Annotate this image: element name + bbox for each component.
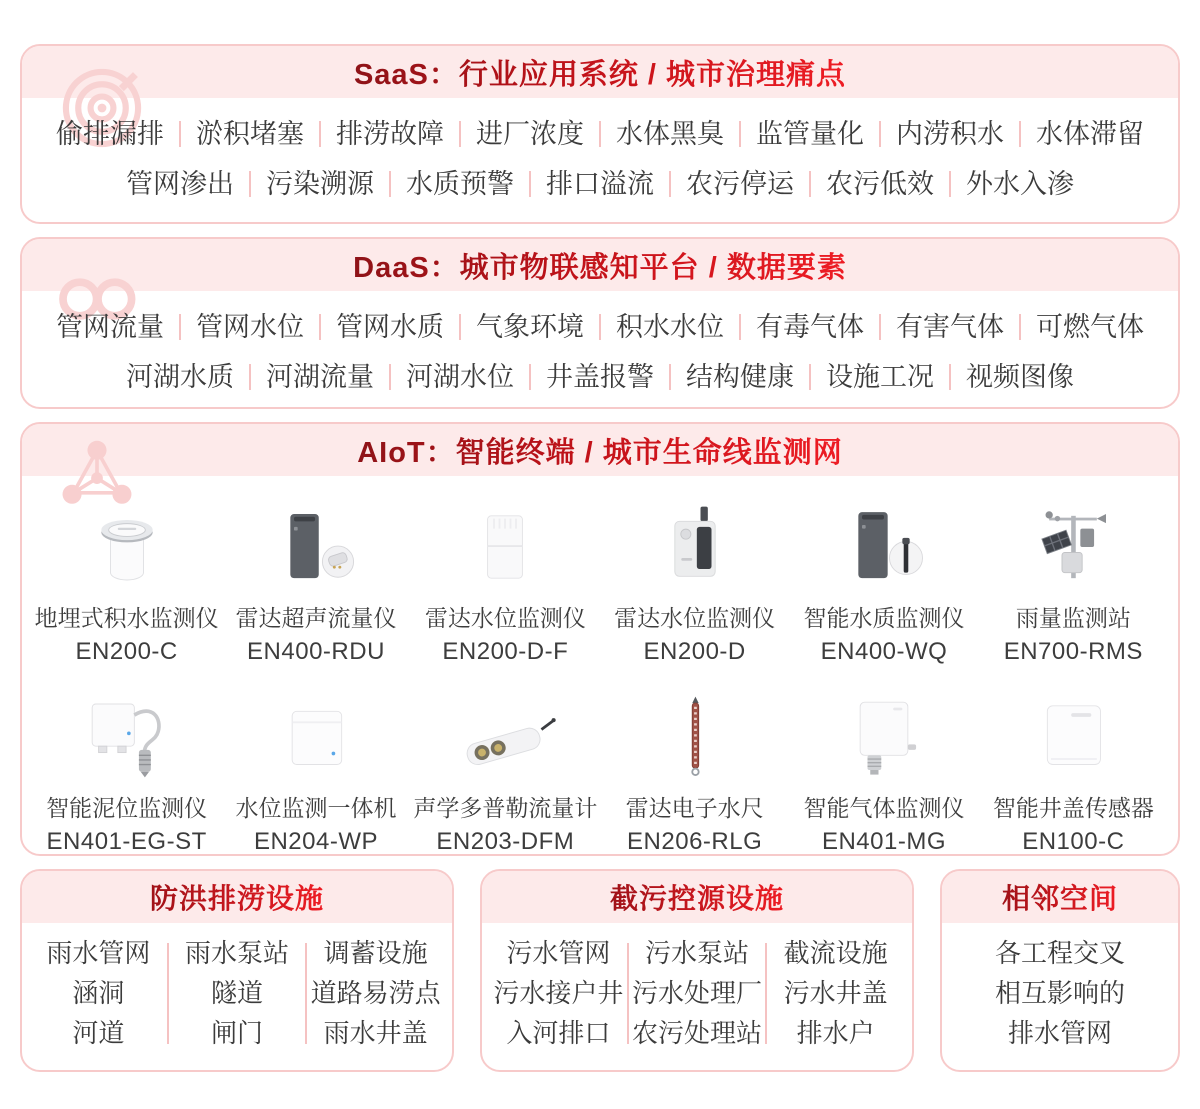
- flood-facilities-header: [22, 871, 452, 923]
- saas-row-2: [46, 156, 1154, 206]
- product-card: [221, 688, 410, 856]
- gas-monitor-icon: [829, 688, 939, 780]
- pollution-facilities-card: [480, 869, 914, 1072]
- product-name: 智能水质监测仪: [803, 605, 965, 631]
- radar-ultrasonic-flowmeter-icon: [261, 498, 371, 590]
- saas-header-band: [22, 46, 1178, 98]
- daas-item: 结构健康: [654, 355, 794, 394]
- facility-item: 隧道: [211, 978, 264, 1008]
- flood-facilities-body: [22, 923, 452, 1070]
- facility-item: 各工程交叉: [994, 938, 1125, 968]
- product-name: 智能气体监测仪: [803, 795, 965, 821]
- daas-item: 可燃气体: [1004, 305, 1144, 344]
- facility-item: 污水井盖: [783, 978, 888, 1008]
- facility-item: 道路易涝点: [310, 978, 441, 1008]
- saas-item: 水体黑臭: [584, 112, 724, 151]
- daas-item: 河湖水位: [374, 355, 514, 394]
- saas-item: 外水入渗: [934, 162, 1074, 201]
- product-model: EN200-D: [643, 638, 746, 665]
- facility-item: 调蓄设施: [323, 938, 428, 968]
- facility-item: 污水泵站: [645, 938, 750, 968]
- facility-column: [307, 937, 444, 1050]
- product-name: 雷达水位监测仪: [614, 605, 776, 631]
- daas-card: [20, 237, 1180, 409]
- product-card: [789, 688, 978, 856]
- daas-items: [22, 291, 1178, 409]
- manhole-cover-sensor-icon: [1018, 688, 1128, 780]
- daas-item: 视频图像: [934, 355, 1074, 394]
- product-model: EN206-RLG: [627, 828, 763, 855]
- saas-item: 排涝故障: [304, 112, 444, 151]
- daas-item: 管网流量: [56, 311, 164, 342]
- product-card: [411, 688, 600, 856]
- radar-staff-gauge-icon: [640, 688, 750, 780]
- daas-item: 设施工况: [794, 355, 934, 394]
- radar-level-monitor-icon: [640, 498, 750, 590]
- daas-row-1: [46, 299, 1154, 349]
- product-model: EN700-RMS: [1003, 638, 1143, 665]
- product-name: 雷达超声流量仪: [235, 605, 397, 631]
- aiot-title: AIoT：智能终端 / 城市生命线监测网: [357, 430, 843, 471]
- product-card: [979, 498, 1168, 666]
- flood-facilities-title: 防洪排涝设施: [150, 877, 324, 917]
- facility-item: 闸门: [211, 1018, 264, 1048]
- daas-item: 河湖水质: [126, 361, 234, 392]
- product-name: 雨量监测站: [1015, 605, 1131, 631]
- product-card: [32, 498, 221, 666]
- product-model: EN200-D-F: [442, 638, 569, 665]
- saas-item: 污染溯源: [234, 162, 374, 201]
- product-card: [979, 688, 1168, 856]
- saas-item: 淤积堵塞: [164, 112, 304, 151]
- product-model: EN400-RDU: [247, 638, 385, 665]
- saas-item: 水质预警: [374, 162, 514, 201]
- saas-items: [22, 98, 1178, 222]
- facility-column: [30, 937, 167, 1050]
- facility-item: 排水管网: [1007, 1018, 1112, 1048]
- product-name: 声学多普勒流量计: [413, 795, 598, 821]
- rain-station-icon: [1018, 498, 1128, 590]
- product-name: 智能泥位监测仪: [46, 795, 208, 821]
- facility-item: 雨水泵站: [185, 938, 290, 968]
- aiot-header-band: [22, 424, 1178, 476]
- product-name: 雷达电子水尺: [625, 795, 764, 821]
- saas-card: [20, 44, 1180, 224]
- facilities-row: [20, 869, 1180, 1072]
- facility-item: 污水管网: [506, 938, 611, 968]
- saas-item: 水体滞留: [1004, 112, 1144, 151]
- adjacent-space-body: [942, 923, 1178, 1070]
- flood-facilities-card: [20, 869, 454, 1072]
- facility-column: [490, 937, 627, 1050]
- facility-item: 相互影响的: [994, 978, 1125, 1008]
- buried-water-sensor-icon: [72, 498, 182, 590]
- product-name: 雷达水位监测仪: [424, 605, 586, 631]
- water-quality-monitor-icon: [829, 498, 939, 590]
- facility-item: 农污处理站: [632, 1018, 763, 1048]
- daas-item: 有害气体: [864, 305, 1004, 344]
- saas-item: 内涝积水: [864, 112, 1004, 151]
- saas-row-1: [46, 106, 1154, 156]
- daas-item: 管网水质: [304, 305, 444, 344]
- product-card: [221, 498, 410, 666]
- facility-item: 排水户: [796, 1018, 875, 1048]
- pollution-facilities-header: [482, 871, 912, 923]
- facility-item: 污水处理厂: [632, 978, 763, 1008]
- product-name: 水位监测一体机: [235, 795, 397, 821]
- pollution-facilities-title: 截污控源设施: [610, 877, 784, 917]
- saas-item: 排口溢流: [514, 162, 654, 201]
- product-model: EN401-EG-ST: [46, 828, 207, 855]
- facility-item: 雨水井盖: [323, 1018, 428, 1048]
- product-card: [600, 688, 789, 856]
- product-card: [789, 498, 978, 666]
- product-model: EN401-MG: [821, 828, 947, 855]
- saas-item: 管网渗出: [126, 168, 234, 199]
- daas-item: 管网水位: [164, 305, 304, 344]
- product-card: [600, 498, 789, 666]
- saas-item: 农污低效: [794, 162, 934, 201]
- daas-header-band: [22, 239, 1178, 291]
- facility-item: 河道: [72, 1018, 125, 1048]
- daas-item: 积水水位: [584, 305, 724, 344]
- product-card: [32, 688, 221, 856]
- daas-row-2: [46, 349, 1154, 399]
- product-model: EN400-WQ: [820, 638, 948, 665]
- sludge-level-monitor-icon: [72, 688, 182, 780]
- aiot-products-grid: [22, 476, 1178, 856]
- facility-item: 雨水管网: [46, 938, 151, 968]
- facility-column: [767, 937, 904, 1050]
- daas-item: 有毒气体: [724, 305, 864, 344]
- facility-column: [629, 937, 766, 1050]
- product-name: 地埋式积水监测仪: [34, 605, 219, 631]
- water-level-aio-icon: [261, 688, 371, 780]
- facility-column: [169, 937, 306, 1050]
- radar-level-monitor-f-icon: [450, 498, 560, 590]
- daas-item: 气象环境: [444, 305, 584, 344]
- product-model: EN200-C: [75, 638, 178, 665]
- saas-item: 偷排漏排: [56, 118, 164, 149]
- aiot-card: [20, 422, 1180, 856]
- product-model: EN100-C: [1022, 828, 1125, 855]
- doppler-flowmeter-icon: [446, 688, 564, 780]
- adjacent-space-title: 相邻空间: [1002, 877, 1118, 917]
- daas-title: DaaS：城市物联感知平台 / 数据要素: [353, 245, 847, 286]
- daas-item: 井盖报警: [514, 355, 654, 394]
- product-model: EN204-WP: [253, 828, 379, 855]
- adjacent-space-header: [942, 871, 1178, 923]
- product-model: EN203-DFM: [436, 828, 575, 855]
- facility-item: 污水接户井: [493, 978, 624, 1008]
- facility-item: 截流设施: [783, 938, 888, 968]
- adjacent-space-card: [940, 869, 1180, 1072]
- saas-item: 监管量化: [724, 112, 864, 151]
- saas-title: SaaS：行业应用系统 / 城市治理痛点: [354, 52, 846, 93]
- saas-item: 农污停运: [654, 162, 794, 201]
- daas-item: 河湖流量: [234, 355, 374, 394]
- facility-item: 涵洞: [72, 978, 125, 1008]
- saas-item: 进厂浓度: [444, 112, 584, 151]
- product-card: [411, 498, 600, 666]
- product-name: 智能井盖传感器: [992, 795, 1154, 821]
- pollution-facilities-body: [482, 923, 912, 1070]
- facility-item: 入河排口: [506, 1018, 611, 1048]
